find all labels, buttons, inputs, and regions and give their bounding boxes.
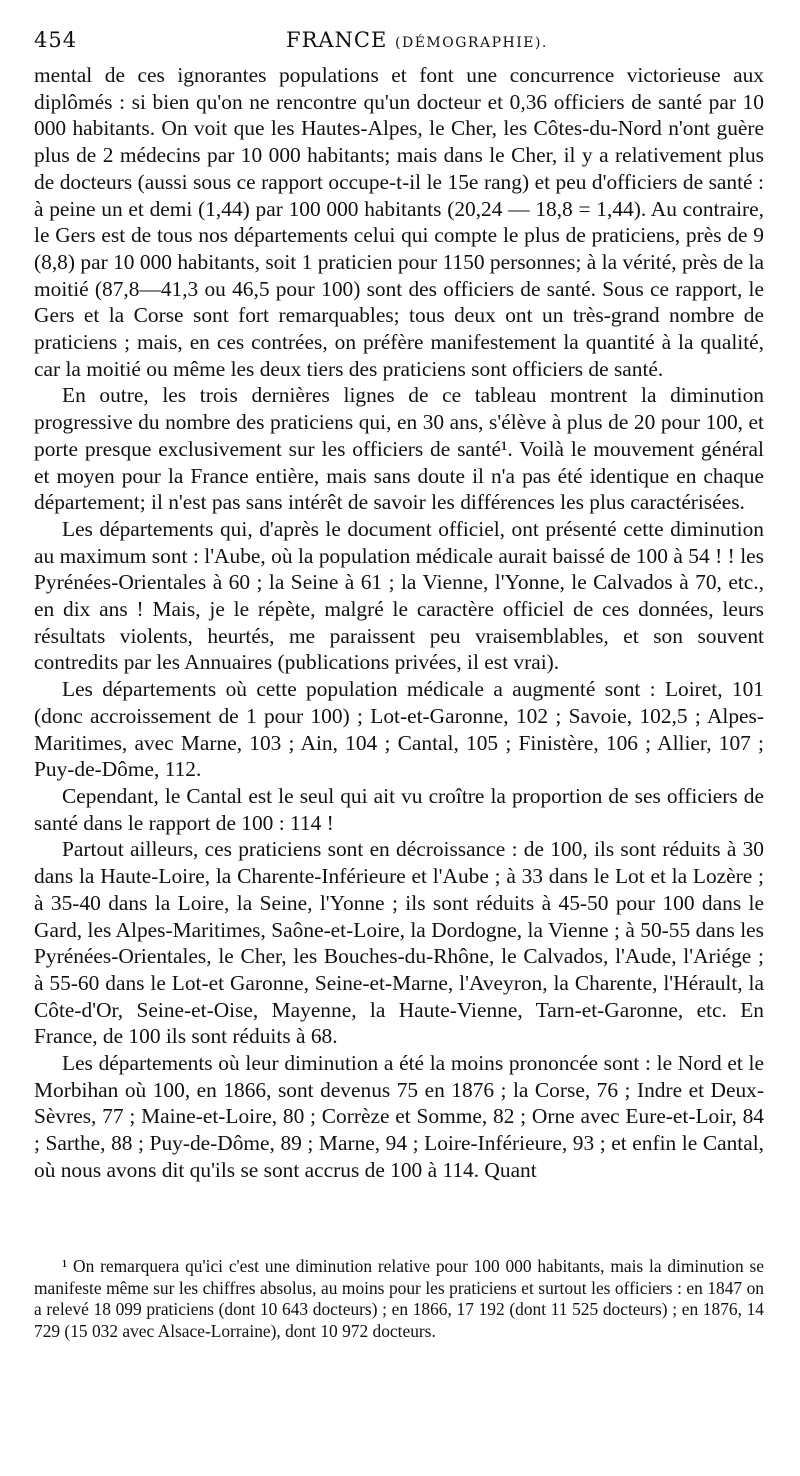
paragraph: mental de ces ignorantes populations et font une concurrence victorieuse aux diplômés : si bien qu'on ne rencontre qu'un docteur et 0,36 officiers de santé par 10 000 habitants. On voit que les Hautes-Alpes, le Cher, les Côtes-du-Nord n'ont guère plus de 2 médecins par 10 000 habitants; mais dans le Cher, il y a relativement plus de docteurs (aussi sous ce rapport occupe-t-il le 15e rang) et peu d'officiers de santé : à peine un et demi (1,44) par 100 000 habitants (20,24 — 18,8 = 1,44). Au contraire, le Gers est de tous nos départements celui qui compte le plus de praticiens, près de 9 (8,8) par 10 000 habitants, soit 1 praticien pour 1150 personnes; à la vérité, près de la moitié (87,8—41,3 ou 46,5 pour 100) sont des officiers de santé. Sous ce rapport, le Gers et la Corse sont fort remarquables; tous deux ont un très-grand nombre de praticiens ; mais, en ces contrées, on préfère manifestement la quantité à la qualité, car la moitié ou même les deux tiers des praticiens sont officiers de santé. <box>34 63 764 381</box>
paragraph: En outre, les trois dernières lignes de ce tableau montrent la diminution progressive du nombre des praticiens qui, en 30 ans, s'élève à plus de 20 pour 100, et porte presque exclusivement sur les officiers de santé¹. Voilà le mouvement général et moyen pour la France entière, mais sans doute il n'a pas été identique en chaque département; il n'est pas sans intérêt de savoir les différences les plus caractérisées. <box>34 383 764 515</box>
page-number: 454 <box>34 28 78 52</box>
body-text <box>34 62 764 1184</box>
paragraph: Cependant, le Cantal est le seul qui ait vu croître la proportion de ses officiers de santé dans le rapport de 100 : 114 ! <box>34 783 764 835</box>
footnotes <box>34 1256 764 1342</box>
running-title <box>286 28 548 52</box>
paragraph: Les départements où leur diminution a été la moins prononcée sont : le Nord et le Morbihan où 100, en 1866, sont devenus 75 en 1876 ; la Corse, 76 ; Indre et Deux-Sèvres, 77 ; Maine-et-Loire, 80 ; Corrèze et Somme, 82 ; Orne avec Eure-et-Loir, 84 ; Sarthe, 88 ; Puy-de-Dôme, 89 ; Marne, 94 ; Loire-Inférieure, 93 ; et enfin le Cantal, où nous avons dit qu'ils se sont accrus de 100 à 114. Quant <box>34 1051 764 1182</box>
footnote: ¹ On remarquera qu'ici c'est une diminution relative pour 100 000 habitants, mais la diminution se manifeste même sur les chiffres absolus, au moins pour les praticiens et surtout les officiers : en 1847 on a relevé 18 099 praticiens (dont 10 643 docteurs) ; en 1866, 17 192 (dont 11 525 docteurs) ; en 1876, 14 729 (15 032 avec Alsace-Lorraine), dont 10 972 docteurs. <box>34 1256 764 1341</box>
running-title-subtitle: (DÉMOGRAPHIE). <box>395 35 548 51</box>
paragraph: Les départements qui, d'après le document officiel, ont présenté cette diminution au maximum sont : l'Aube, où la population médicale aurait baissé de 100 à 54 ! ! les Pyrénées-Orientales à 60 ; la Seine à 61 ; la Vienne, l'Yonne, le Calvados à 70, etc., en dix ans ! Mais, je le répète, malgré le caractère officiel de ces données, leurs résultats violents, heurtés, me paraissent peu vraisemblables, et son souvent contredits par les Annuaires (publications privées, il est vrai). <box>34 516 764 675</box>
running-title-main: FRANCE <box>286 28 388 52</box>
paragraph: Les départements où cette population médicale a augmenté sont : Loiret, 101 (donc accroissement de 1 pour 100) ; Lot-et-Garonne, 102 ; Savoie, 102,5 ; Alpes-Maritimes, avec Marne, 103 ; Ain, 104 ; Cantal, 105 ; Finistère, 106 ; Allier, 107 ; Puy-de-Dôme, 112. <box>34 677 764 782</box>
page-header <box>34 28 764 58</box>
paragraph: Partout ailleurs, ces praticiens sont en décroissance : de 100, ils sont réduits à 30 dans la Haute-Loire, la Charente-Inférieure et l'Aube ; à 33 dans le Lot et la Lozère ; à 35-40 dans la Loire, la Seine, l'Yonne ; ils sont réduits à 45-50 pour 100 dans le Gard, les Alpes-Maritimes, Saône-et-Loire, la Dordogne, la Vienne ; à 50-55 dans les Pyrénées-Orientales, le Cher, les Bouches-du-Rhône, le Calvados, l'Aude, l'Ariége ; à 55-60 dans le Lot-et Garonne, Seine-et-Marne, l'Aveyron, la Charente, l'Hérault, la Côte-d'Or, Seine-et-Oise, Mayenne, la Haute-Vienne, Tarn-et-Garonne, etc. En France, de 100 ils sont réduits à 68. <box>34 837 764 1049</box>
